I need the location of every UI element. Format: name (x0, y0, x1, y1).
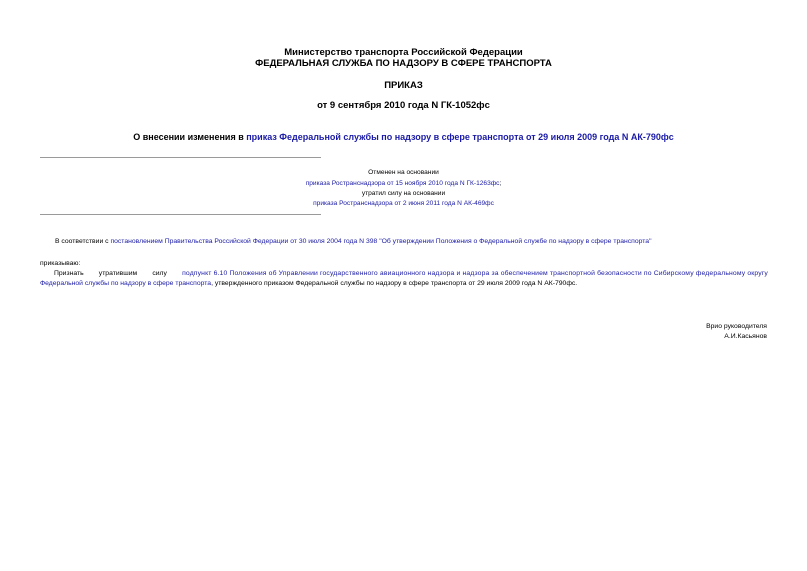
item-word-1: Признать (54, 270, 84, 277)
document-title (0, 132, 807, 142)
intro-prefix: В соответствии с (55, 238, 111, 245)
service-heading: ФЕДЕРАЛЬНАЯ СЛУЖБА ПО НАДЗОРУ В СФЕРЕ ТРАНСПОРТА (255, 58, 552, 69)
item-word-2: утратившим (98, 270, 138, 277)
intro-paragraph (55, 237, 652, 247)
item-tail: , утвержденного приказом Федеральной службы по надзору в сфере транспорта от 29 июля 2009 года N АК-790фс. (211, 280, 578, 287)
item-word-3: силу (152, 270, 167, 277)
status-expired-label: утратил силу на основании (361, 190, 446, 197)
ministry-heading: Министерство транспорта Российской Федерации (284, 47, 523, 58)
bottom-divider (40, 214, 321, 215)
amended-order-link[interactable]: приказ Федеральной службы по надзору в сфере транспорта от 29 июля 2009 года N АК-790фс (246, 132, 674, 142)
doc-type-heading: ПРИКАЗ (384, 80, 423, 91)
status-cancelled-basis (0, 180, 807, 187)
subclause-link-continued[interactable]: Федеральной службы по надзору в сфере транспорта (40, 280, 212, 287)
document-title-prefix: О внесении изменения в (133, 132, 247, 142)
top-divider (40, 157, 321, 158)
order-item-line-2 (40, 279, 768, 289)
signatory-position: Врио руководителя (706, 323, 767, 330)
signatory-name: А.И.Касьянов (724, 333, 767, 340)
order-item-paragraph (40, 269, 768, 289)
status-separator: ; (499, 180, 502, 187)
doc-date-number: от 9 сентября 2010 года N ГК-1052фс (317, 100, 490, 111)
order-word: приказываю: (40, 260, 81, 267)
order-item-line-1 (40, 269, 768, 279)
cancel-order-link[interactable]: приказа Ространснадзора от 15 ноября 2010 года N ГК-1263фс (305, 180, 500, 187)
subclause-link[interactable]: подпункт 6.10 Положения об Управлении государственного авиационного надзора и надзора за обеспечением транспортной безопасности по Сибирскому федеральному округу (182, 270, 768, 277)
status-cancelled-label: Отменен на основании (368, 169, 439, 176)
expire-order-link[interactable]: приказа Ространснадзора от 2 июня 2011 года N АК-469фс (313, 200, 494, 207)
government-decree-link[interactable]: постановлением Правительства Российской Федерации от 30 июля 2004 года N 398 "Об утверждении Положения о Федеральной службе по надзору в сфере транспорта" (110, 238, 652, 245)
